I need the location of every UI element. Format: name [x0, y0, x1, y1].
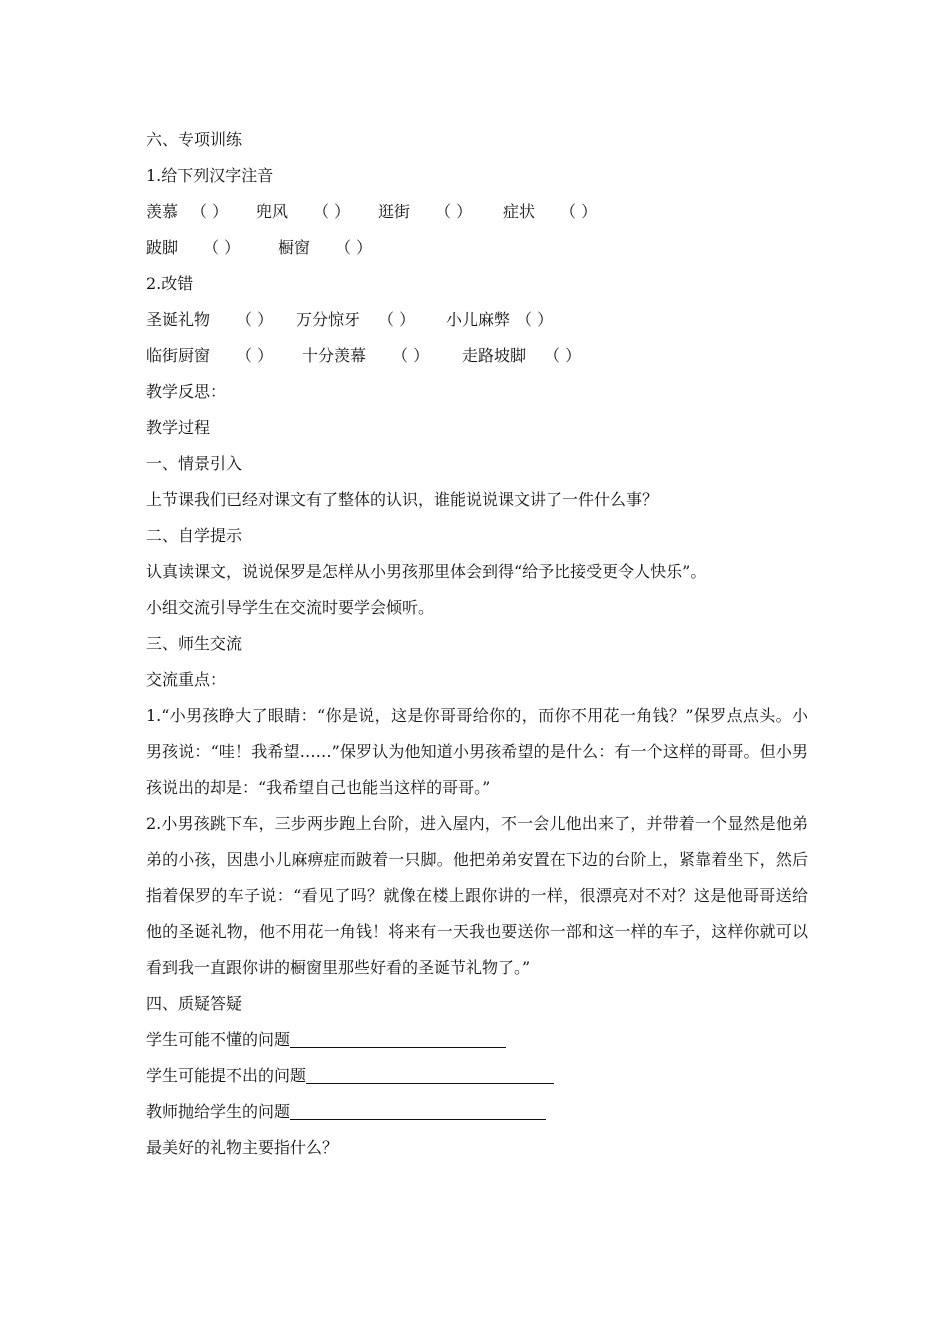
answer-blank: （ ）: [191, 202, 229, 221]
section-heading: 一、情景引入: [146, 454, 243, 473]
answer-blank: （ ）: [203, 238, 241, 257]
section-heading: 教学过程: [146, 418, 211, 437]
fill-line: [146, 1022, 808, 1058]
word: 羡慕: [146, 202, 179, 221]
word: 小儿麻弊: [446, 310, 511, 329]
paragraph: 2.小男孩跳下车，三步两步跑上台阶，进入屋内，不一会儿他出来了，并带着一个显然是他弟弟的小孩，因患小儿麻痹症而跛着一只脚。他把弟弟安置在下边的台阶上，紧靠着坐下，然后指着保罗的车子说：“看见了吗？就像在楼上跟你讲的一样，很漂亮对不对？这是他哥哥送给他的圣诞礼物，他不用花一角钱！将来有一天我也要送你一部和这一样的车子，这样你就可以看到我一直跟你讲的橱窗里那些好看的圣诞节礼物了。”: [146, 814, 808, 977]
fill-line: [146, 1058, 808, 1094]
underline-blank: [290, 1029, 506, 1048]
correction-row-2: [146, 338, 808, 374]
word: 逛街: [378, 202, 411, 221]
key-points-label: 交流重点：: [146, 670, 227, 689]
paragraph: 1.“小男孩睁大了眼睛：“你是说，这是你哥哥给你的，而你不用花一角钱？”保罗点点头。小男孩说：“哇！我希望……”保罗认为他知道小男孩希望的是什么：有一个这样的哥哥。但小男孩说出的却是：“我希望自己也能当这样的哥哥。”: [146, 706, 808, 797]
section-heading: 二、自学提示: [146, 526, 243, 545]
word: 临街厨窗: [146, 346, 211, 365]
answer-blank: （ ）: [435, 202, 473, 221]
correction-row-1: [146, 302, 808, 338]
word: 十分羡幕: [302, 346, 367, 365]
word: 橱窗: [278, 238, 311, 257]
fill-line-label: 学生可能提不出的问题: [146, 1066, 307, 1085]
question-title: 2.改错: [146, 274, 194, 293]
answer-blank: （ ）: [392, 346, 430, 365]
fill-line: [146, 1094, 808, 1130]
answer-blank: （ ）: [236, 346, 274, 365]
fill-line-label: 教师抛给学生的问题: [146, 1102, 291, 1121]
fill-line-label: 学生可能不懂的问题: [146, 1030, 291, 1049]
underline-blank: [306, 1065, 554, 1084]
section-heading: 六、专项训练: [146, 130, 243, 149]
question-title: 1.给下列汉字注音: [146, 166, 274, 185]
document-body: [146, 122, 808, 1166]
word: 圣诞礼物: [146, 310, 211, 329]
word: 跛脚: [146, 238, 179, 257]
word: 走路坡脚: [462, 346, 527, 365]
answer-blank: （ ）: [544, 346, 582, 365]
answer-blank: （ ）: [378, 310, 416, 329]
word: 症状: [503, 202, 536, 221]
answer-blank: （ ）: [516, 310, 554, 329]
section-heading: 三、师生交流: [146, 634, 243, 653]
word: 万分惊牙: [296, 310, 361, 329]
paragraph: 上节课我们已经对课文有了整体的认识，谁能说说课文讲了一件什么事？: [146, 490, 659, 509]
answer-blank: （ ）: [560, 202, 598, 221]
word: 兜风: [256, 202, 289, 221]
underline-blank: [290, 1101, 546, 1120]
answer-blank: （ ）: [236, 310, 274, 329]
answer-blank: （ ）: [313, 202, 351, 221]
answer-blank: （ ）: [335, 238, 373, 257]
section-heading: 四、质疑答疑: [146, 994, 243, 1013]
paragraph: 最美好的礼物主要指什么？: [146, 1138, 339, 1157]
reflection-label: 教学反思：: [146, 382, 227, 401]
paragraph: 认真读课文，说说保罗是怎样从小男孩那里体会到得“给予比接受更令人快乐”。: [146, 562, 707, 581]
paragraph: 小组交流引导学生在交流时要学会倾听。: [146, 598, 435, 617]
pinyin-row-1: [146, 194, 808, 230]
pinyin-row-2: [146, 230, 808, 266]
